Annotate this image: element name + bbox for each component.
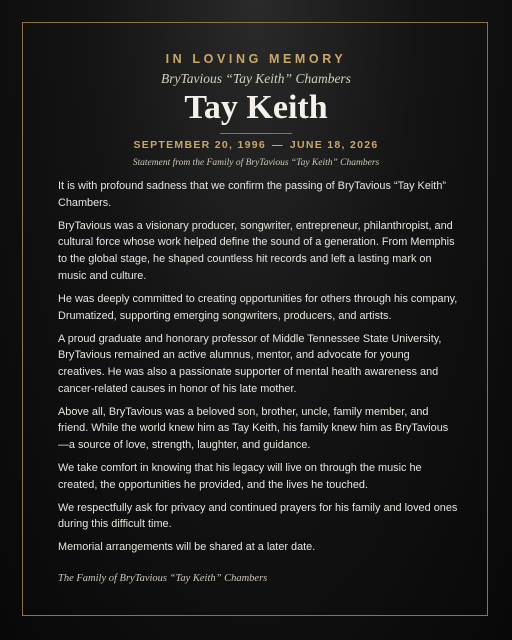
death-date: JUNE 18, 2026 <box>289 139 379 151</box>
full-name-subheading: BryTavious “Tay Keith” Chambers <box>161 71 351 86</box>
date-separator: — <box>272 139 284 151</box>
birth-date: SEPTEMBER 20, 1996 <box>133 139 267 151</box>
memorial-name-title: Tay Keith <box>184 89 328 126</box>
statement-paragraph: A proud graduate and honorary professor of Middle Tennessee State University, BryTavious remained an active alumnus, mentor, and advocate for young creatives. He was also a passionate supporter of mental health awareness and cancer-related causes in honor of his late mother. <box>58 332 442 395</box>
life-dates <box>0 139 512 151</box>
in-loving-memory-heading: IN LOVING MEMORY <box>165 52 347 66</box>
family-signature: The Family of BryTavious “Tay Keith” Chambers <box>58 573 268 584</box>
statement-paragraph: He was deeply committed to creating opportunities for others through his company, Drumatized, supporting emerging songwriters, producers, and artists. <box>58 292 458 322</box>
statement-paragraph: BryTavious was a visionary producer, songwriter, entrepreneur, philanthropist, and cultural force whose work helped define the sound of a generation. From Memphis to the global stage, he shaped countless hit records and left a lasting mark on music and culture. <box>58 219 455 282</box>
statement-subtitle: Statement from the Family of BryTavious “Tay Keith” Chambers <box>132 158 380 168</box>
title-divider <box>220 133 292 134</box>
statement-paragraph: We respectfully ask for privacy and continued prayers for his family and loved ones during this difficult time. <box>58 501 458 531</box>
statement-paragraph: Above all, BryTavious was a beloved son, brother, uncle, family member, and friend. While the world knew him as Tay Keith, his family knew him as BryTavious—a source of love, strength, laughter, and guidance. <box>58 405 449 452</box>
statement-body <box>58 178 458 562</box>
statement-paragraph: Memorial arrangements will be shared at a later date. <box>58 541 316 554</box>
statement-paragraph: We take comfort in knowing that his legacy will live on through the music he created, the opportunities he provided, and the lives he touched. <box>58 462 422 491</box>
statement-paragraph: It is with profound sadness that we confirm the passing of BryTavious “Tay Keith” Chambers. <box>58 180 447 209</box>
